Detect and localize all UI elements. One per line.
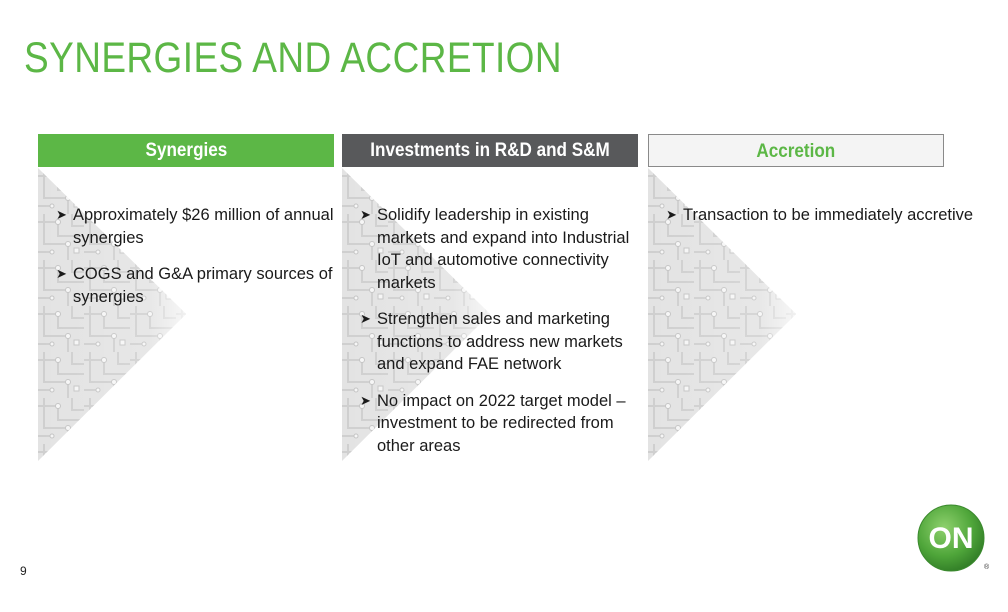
list-item	[360, 204, 642, 294]
arrowhead-bullet-icon: ➤	[56, 207, 67, 222]
bullet-text: Strengthen sales and marketing functions to address new markets and expand FAE network	[377, 310, 623, 373]
column-header-label: Accretion	[756, 141, 836, 162]
list-item	[360, 390, 642, 458]
column-header-label: Investments in R&D and S&M	[370, 140, 610, 161]
logo-text: ON	[928, 522, 974, 555]
arrowhead-bullet-icon: ➤	[360, 311, 371, 326]
bullet-text: COGS and G&A primary sources of synergies	[73, 265, 333, 306]
column-header-label: Synergies	[145, 140, 227, 161]
page-title: SYNERGIES AND ACCRETION	[24, 34, 562, 82]
bullet-text: Approximately $26 million of annual synergies	[73, 206, 334, 247]
column-accretion	[648, 134, 974, 224]
column-header-investments	[342, 134, 638, 167]
list-item	[56, 204, 338, 249]
page-number: 9	[20, 564, 27, 578]
registered-mark: ®	[984, 564, 990, 571]
bullet-text: Transaction to be immediately accretive	[683, 206, 974, 224]
arrowhead-bullet-icon: ➤	[666, 207, 677, 222]
on-semiconductor-logo	[916, 503, 988, 575]
arrowhead-bullet-icon: ➤	[56, 266, 67, 281]
bullet-list	[666, 204, 976, 241]
arrowhead-bullet-icon: ➤	[360, 392, 371, 408]
list-item	[360, 308, 642, 376]
bullet-text: No impact on 2022 target model – investment to be redirected from other areas	[377, 391, 626, 455]
bullet-list	[360, 204, 642, 471]
column-investments	[342, 134, 638, 455]
column-header-accretion	[648, 134, 944, 167]
list-item	[56, 263, 338, 308]
arrowhead-bullet-icon: ➤	[360, 207, 371, 222]
column-synergies	[38, 134, 334, 306]
column-header-synergies	[38, 134, 334, 167]
list-item	[666, 204, 976, 227]
bullet-text: Solidify leadership in existing markets and expand into Industrial IoT and automotive connectivity markets	[377, 206, 630, 292]
bullet-list	[56, 204, 338, 322]
